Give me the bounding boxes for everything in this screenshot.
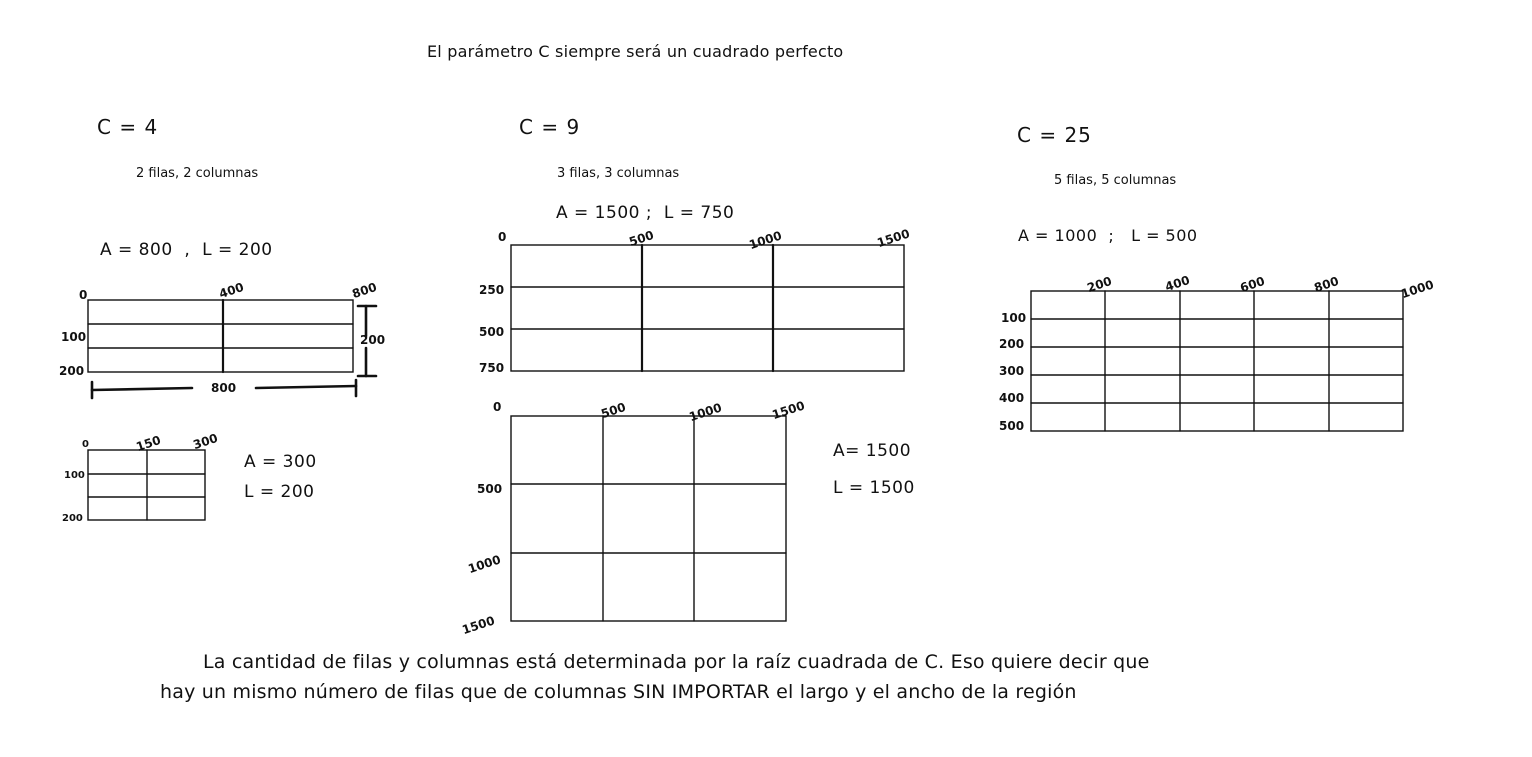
example-3-figure-1-left-tick-1: 200 xyxy=(999,337,1025,351)
example-2-figure-1-top-tick-0: 0 xyxy=(498,230,507,244)
example-1-figure-2-top-tick-0: 0 xyxy=(82,439,89,450)
example-3-sub-label: 5 filas, 5 columnas xyxy=(1054,173,1177,188)
example-2-figure-2-grid xyxy=(511,416,801,626)
example-1-sub-label: 2 filas, 2 columnas xyxy=(136,166,259,181)
example-2-sub-label: 3 filas, 3 columnas xyxy=(557,166,680,181)
page-title: El parámetro C siempre será un cuadrado perfecto xyxy=(427,42,844,61)
example-2-figure-2-top-tick-3: 1500 xyxy=(770,398,807,423)
example-1-figure-1-al-label: A = 800 , L = 200 xyxy=(100,240,273,260)
example-2-figure-1-left-tick-1: 500 xyxy=(479,325,505,339)
example-2-figure-2-top-tick-2: 1000 xyxy=(687,400,724,425)
example-1-figure-1-dimension-marks xyxy=(88,300,388,400)
example-2-c-label: C = 9 xyxy=(519,115,581,139)
example-3-figure-1-top-tick-1: 400 xyxy=(1163,272,1192,295)
bottom-note-line-2: hay un mismo número de filas que de columnas SIN IMPORTAR el largo y el ancho de la región xyxy=(160,681,1077,703)
example-2-figure-2-left-tick-0: 500 xyxy=(477,482,503,496)
example-2-figure-1-left-tick-2: 750 xyxy=(479,361,505,375)
example-1-figure-2-top-tick-2: 300 xyxy=(191,430,220,453)
bottom-note-line-1: La cantidad de filas y columnas está determinada por la raíz cuadrada de C. Eso quiere decir que xyxy=(203,651,1150,673)
example-2-figure-1-left-tick-0: 250 xyxy=(479,283,505,297)
example-2-figure-2-left-tick-1: 1000 xyxy=(466,552,503,577)
example-2-figure-2-left-tick-2: 1500 xyxy=(460,613,497,638)
example-1-figure-2-a-label: A = 300 xyxy=(244,452,317,472)
example-1-figure-2-grid xyxy=(88,450,218,530)
example-2-figure-2-top-tick-1: 500 xyxy=(599,399,628,422)
example-3-figure-1-al-label: A = 1000 ; L = 500 xyxy=(1018,226,1198,245)
example-1-figure-1-left-tick-0: 100 xyxy=(61,330,87,344)
example-1-figure-1-dim-width: 800 xyxy=(211,381,237,395)
example-2-figure-2-top-tick-0: 0 xyxy=(493,400,502,414)
example-1-figure-2-l-label: L = 200 xyxy=(244,482,315,502)
example-2-figure-2-a-label: A= 1500 xyxy=(833,441,912,461)
example-2-figure-1-al-label: A = 1500 ; L = 750 xyxy=(556,203,735,223)
example-3-figure-1-left-tick-0: 100 xyxy=(1001,311,1027,325)
example-2-figure-1-grid xyxy=(511,245,911,375)
example-1-figure-1-top-tick-2: 800 xyxy=(350,279,379,302)
example-3-c-label: C = 25 xyxy=(1017,123,1092,147)
example-1-figure-1-dim-height: 200 xyxy=(360,333,386,347)
example-2-figure-1-top-tick-1: 500 xyxy=(627,227,656,250)
example-3-figure-1-grid xyxy=(1031,291,1411,436)
example-1-figure-2-top-tick-1: 150 xyxy=(134,432,163,455)
example-2-figure-2-l-label: L = 1500 xyxy=(833,478,915,498)
example-1-figure-2-left-tick-0: 100 xyxy=(64,470,85,481)
example-1-c-label: C = 4 xyxy=(97,115,159,139)
example-3-figure-1-left-tick-2: 300 xyxy=(999,364,1025,378)
example-3-figure-1-left-tick-3: 400 xyxy=(999,391,1025,405)
example-3-figure-1-top-tick-2: 600 xyxy=(1238,273,1267,296)
example-3-figure-1-left-tick-4: 500 xyxy=(999,419,1025,433)
example-1-figure-1-top-tick-1: 400 xyxy=(217,279,246,302)
example-1-figure-1-left-tick-1: 200 xyxy=(59,364,85,378)
example-3-figure-1-top-tick-3: 800 xyxy=(1312,273,1341,296)
example-3-figure-1-top-tick-4: 1000 xyxy=(1399,277,1436,302)
example-2-figure-1-top-tick-3: 1500 xyxy=(875,226,912,251)
example-1-figure-2-left-tick-1: 200 xyxy=(62,513,83,524)
example-1-figure-1-top-tick-0: 0 xyxy=(79,288,88,302)
example-3-figure-1-top-tick-0: 200 xyxy=(1085,273,1114,296)
example-2-figure-1-top-tick-2: 1000 xyxy=(747,228,784,253)
